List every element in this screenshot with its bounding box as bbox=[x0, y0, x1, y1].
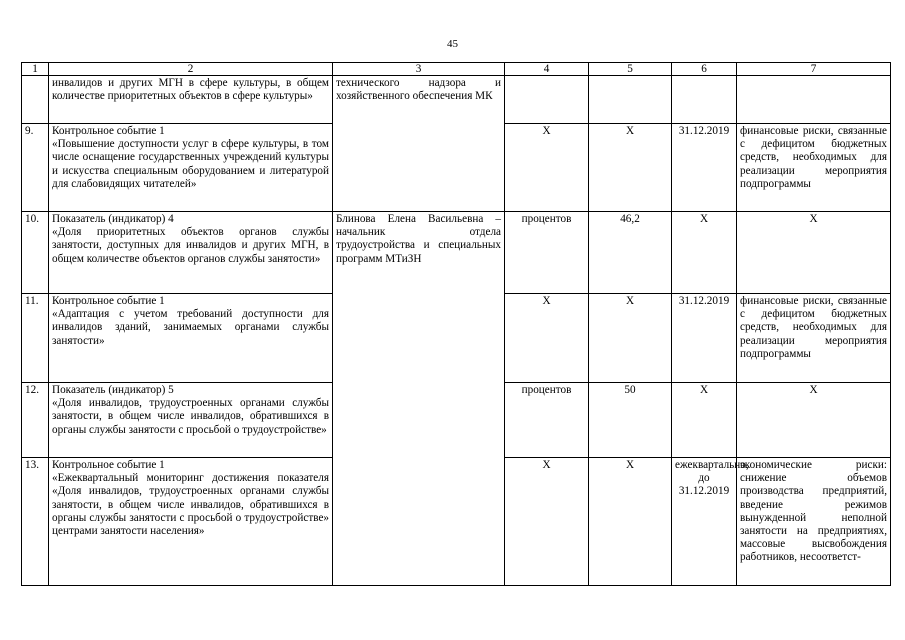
unit-cell: процентов bbox=[505, 212, 589, 294]
risks-cell: финансовые риски, связанные с дефицитом бюджетных средств, необходимых для реализации мероприятия подпрограммы bbox=[737, 124, 891, 212]
risks-cell: X bbox=[737, 383, 891, 458]
value-cell: X bbox=[589, 294, 672, 383]
date-cell: X bbox=[672, 212, 737, 294]
unit-cell: X bbox=[505, 124, 589, 212]
risks-cell bbox=[737, 76, 891, 124]
row-number-cell: 13. bbox=[22, 458, 49, 586]
item-title: Показатель (индикатор) 4 bbox=[52, 213, 174, 225]
value-cell: X bbox=[589, 124, 672, 212]
page-number: 45 bbox=[447, 38, 458, 50]
column-number-row bbox=[22, 63, 891, 76]
unit-cell: процентов bbox=[505, 383, 589, 458]
table-row bbox=[22, 76, 891, 124]
table-row bbox=[22, 212, 891, 294]
row-number-cell: 9. bbox=[22, 124, 49, 212]
column-header: 6 bbox=[672, 63, 737, 76]
row-number-cell: 10. bbox=[22, 212, 49, 294]
column-header: 7 bbox=[737, 63, 891, 76]
item-title: Контрольное событие 1 bbox=[52, 295, 165, 307]
item-description: «Доля инвалидов, трудоустроенных органами службы занятости, в общем числе инвалидов, обратившихся в органы службы занятости с просьбой о трудоустройстве» bbox=[52, 397, 329, 436]
value-cell: 46,2 bbox=[589, 212, 672, 294]
responsible-cell: технического надзора и хозяйственного обеспечения МК bbox=[333, 76, 505, 124]
risks-cell: экономические риски: снижение объемов производства предприятий, введение режимов вынужденной неполной занятости на предприятиях, массовые высвобождения работников, несоответст- bbox=[737, 458, 891, 586]
plan-table bbox=[21, 62, 891, 586]
indicator-description-cell bbox=[49, 458, 333, 586]
date-cell: X bbox=[672, 383, 737, 458]
risks-cell: финансовые риски, связанные с дефицитом бюджетных средств, необходимых для реализации мероприятия подпрограммы bbox=[737, 294, 891, 383]
item-title: Показатель (индикатор) 5 bbox=[52, 384, 174, 396]
date-cell: ежеквартально, до 31.12.2019 bbox=[672, 458, 737, 586]
unit-cell: X bbox=[505, 458, 589, 586]
column-header: 3 bbox=[333, 63, 505, 76]
table-row bbox=[22, 124, 891, 212]
column-header: 1 bbox=[22, 63, 49, 76]
date-cell bbox=[672, 76, 737, 124]
row-number-cell: 12. bbox=[22, 383, 49, 458]
date-cell: 31.12.2019 bbox=[672, 294, 737, 383]
row-number-cell: 11. bbox=[22, 294, 49, 383]
responsible-cell: Блинова Елена Васильевна – начальник отдела трудоустройства и специальных программ МТиЗН bbox=[333, 212, 505, 586]
unit-cell: X bbox=[505, 294, 589, 383]
column-header: 2 bbox=[49, 63, 333, 76]
column-header: 5 bbox=[589, 63, 672, 76]
value-cell bbox=[589, 76, 672, 124]
indicator-description-cell bbox=[49, 294, 333, 383]
risks-cell: X bbox=[737, 212, 891, 294]
item-description: «Ежеквартальный мониторинг достижения показателя «Доля инвалидов, трудоустроенных органами службы занятости, в общем числе инвалидов, обратившихся в органы службы занятости с просьбой о трудоустройстве» центрами занятости населения» bbox=[52, 472, 329, 538]
value-cell: X bbox=[589, 458, 672, 586]
unit-cell bbox=[505, 76, 589, 124]
date-cell: 31.12.2019 bbox=[672, 124, 737, 212]
indicator-description-cell bbox=[49, 383, 333, 458]
indicator-description-cell: инвалидов и других МГН в сфере культуры, в общем количестве приоритетных объектов в сфере культуры» bbox=[49, 76, 333, 124]
item-description: «Доля приоритетных объектов органов службы занятости, доступных для инвалидов и других МГН, в общем количестве объектов органов службы занятости» bbox=[52, 226, 329, 265]
item-description: «Адаптация с учетом требований доступности для инвалидов зданий, занимаемых органами службы занятости» bbox=[52, 308, 329, 347]
row-number-cell bbox=[22, 76, 49, 124]
indicator-description-cell bbox=[49, 212, 333, 294]
value-cell: 50 bbox=[589, 383, 672, 458]
item-description: «Повышение доступности услуг в сфере культуры, в том числе оснащение государственных учреждений культуры и искусства специальным оборудованием и литературой для слабовидящих читателей» bbox=[52, 138, 329, 190]
item-title: Контрольное событие 1 bbox=[52, 459, 165, 471]
indicator-description-cell bbox=[49, 124, 333, 212]
column-header: 4 bbox=[505, 63, 589, 76]
responsible-cell bbox=[333, 124, 505, 212]
item-title: Контрольное событие 1 bbox=[52, 125, 165, 137]
